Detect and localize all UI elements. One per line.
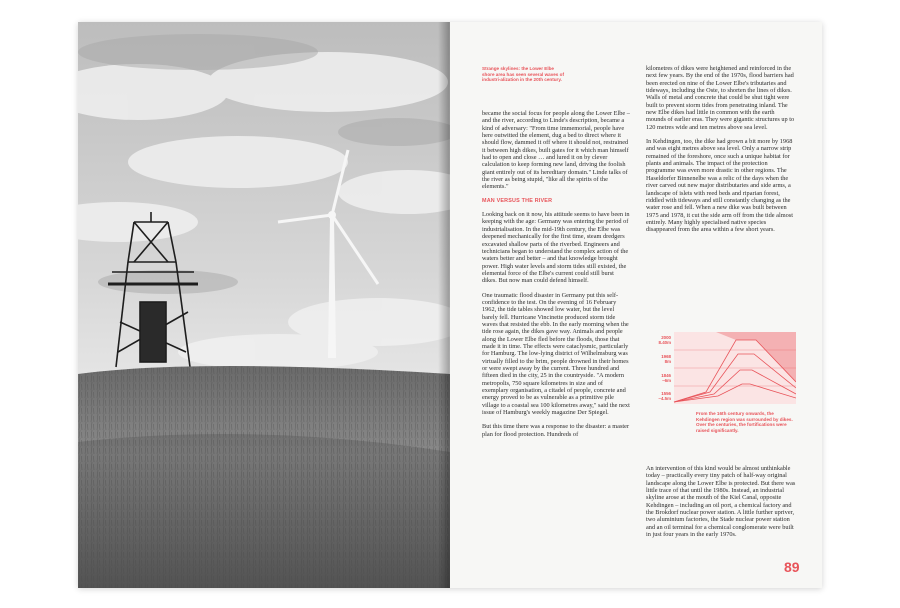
text-page <box>450 22 822 588</box>
chart-label-1968-height: 8m <box>664 359 671 364</box>
paragraph: Looking back on it now, his attitude seems to have been in keeping with the age: Germany was entering the period of industrialisation. In the mid-19th century, the Elbe was deepened mechanically for the first time, steam dredgers excavated shallow parts of the riverbed. Engineers and technicians began to understand the complex action of the waters better and better – and that knowledge brought power. High water levels and storm tides still existed, the elemental force of the Elbe's current could still burst dikes. But now man could defend himself. <box>482 211 630 285</box>
chart-label-1846-height: ~6m <box>662 378 671 383</box>
paragraph: kilometres of dikes were heightened and reinforced in the next few years. By the end of the 1970s, flood barriers had been erected on nine of the Lower Elbe's tributaries and tideways, including the Oste, to shorten the lines of dikes. Walls of metal and concrete that could be shut tight were built to prevent storm tides from penetrating inland. The new Elbe dikes had little in common with the earth mounds of earlier eras. They were gigantic structures up to 120 metres wide and ten metres above sea level. <box>646 65 795 131</box>
paragraph: One traumatic flood disaster in Germany put this self-confidence to the test. On the evening of 16 February 1962, the tide tables showed low water, but the level barely fell. Hurricane Vincinette produced storm tide waves that resisted the ebb. In the early morning when the tide rose again, the dikes gave way. Animals and people along the Lower Elbe fled before the floods, those that made it in time. The effects were cataclysmic, particularly for Hamburg. The low-lying district of Wilhelmsburg was virtually filled to the brim, people drowned in their homes or were swept away by the current. Three hundred and fifteen died in the city, 25 in the countryside. "A modern metropolis, 750 square kilometres in size and of exemplary organisation, a citadel of people, concrete and energy proved to be as vulnerable as a primitive pile village to a coastal sea 100 kilometres away," said the next issue of Hamburg's weekly magazine Der Spiegel. <box>482 291 630 417</box>
section-heading: MAN VERSUS THE RIVER <box>482 197 553 204</box>
landscape-photo <box>78 22 450 588</box>
paragraph: In Kehdingen, too, the dike had grown a bit more by 1968 and was eight metres above sea level. Only a narrow strip remained of the foreshore, once such a unique habitat for plants and animals. The impact of the protection programme was even more drastic in other regions. The Haseldorfer Binnenelbe was a relic of the days when the river carved out new major distributaries and side arms, a landscape of islets with reed beds and riparian forest, riddled with tideways and still constantly changing as the water rose and fell. When a new dike was built between 1975 and 1978, it cut the side arm off from the tide almost entirely. Many highly specialised native species disappeared from the area within a few short years. <box>646 138 793 234</box>
chart-label-2000-height: 8.40m <box>658 340 671 345</box>
page-number: 89 <box>784 559 800 575</box>
dike-height-diagram <box>646 332 796 408</box>
paragraph: became the social focus for people along the Lower Elbe – and the river, according to Linde's description, became a kind of adversary: "From time immemorial, people have here outwitted the element, dug a bed to direct where it should flow, dammed it off where it should not, restrained it between high dikes, built gates for it which man himself had to open and close … and lured it on by clever calculation to keep forming new land, driving the foolish giant entirely out of its hereditary domain." Linde talks of the river as being stupid, "like all the spirits of the elements." <box>482 110 630 191</box>
text-column-right-bottom <box>646 465 796 545</box>
paragraph: But this time there was a response to the disaster: a master plan for flood protection. Hundreds of <box>482 423 630 438</box>
text-column-left <box>482 110 630 445</box>
chart-label-2000: 2000 <box>661 335 671 340</box>
text-column-right-top <box>646 65 796 241</box>
paragraph: An intervention of this kind would be almost unthinkable today – practically every tiny patch of half-way original landscape along the Lower Elbe is protected. But there was little trace of that until the 1980s. Instead, an industrial skyline arose at the mouth of the Kiel Canal, opposite Kehdingen – including an oil port, a chemical factory and the Brokdorf nuclear power station. A little further upriver, two aluminium factories, the Stade nuclear power station and an oil terminal for a chemical conglomerate were built in just four years in the early 1970s. <box>646 465 796 539</box>
chart-label-1968: 1968 <box>661 354 671 359</box>
magazine-spread <box>78 22 822 588</box>
chart-label-1556-height: ~4.5m <box>658 396 671 401</box>
diagram-caption: From the 16th century onwards, the Kehdingen region was surrounded by dikes. Over the centuries, the fortifications were raised significantly. <box>696 411 793 433</box>
photo-caption: Strange skylines: the Lower Elbe shore area has seen several waves of industri-alization in the 20th century. <box>482 66 564 83</box>
chart-label-1846: 1846 <box>661 373 671 378</box>
chart-label-1556: 1556 <box>661 391 671 396</box>
